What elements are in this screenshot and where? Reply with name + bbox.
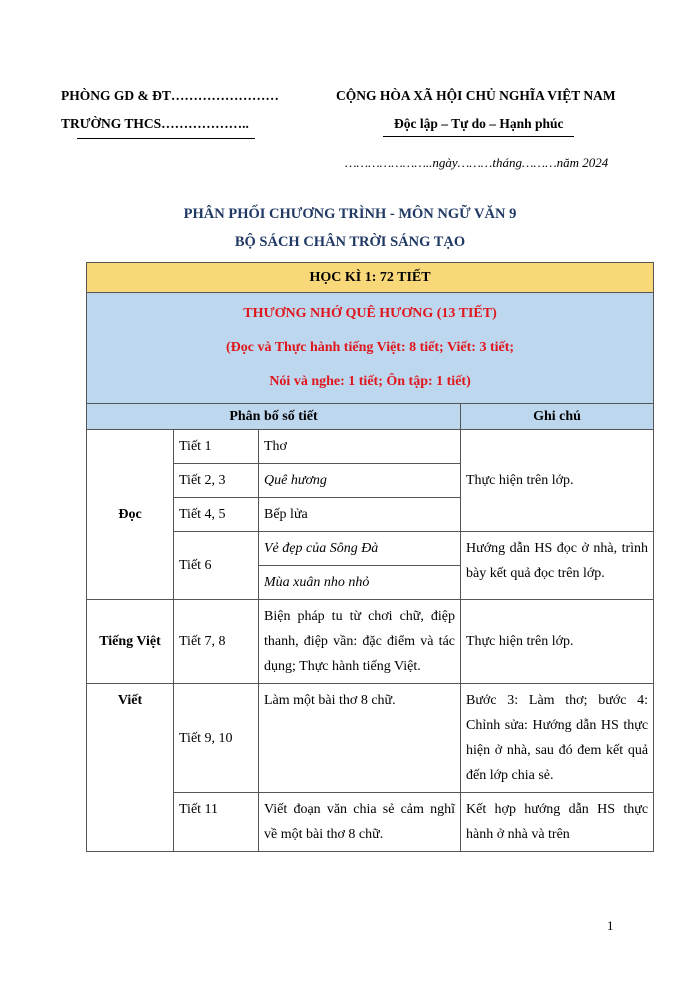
- department-label: PHÒNG GD & ĐT……………………: [61, 88, 279, 103]
- content-cell: Làm một bài thơ 8 chữ.: [259, 684, 461, 793]
- content-cell: Bếp lửa: [259, 498, 461, 532]
- unit-row: [87, 293, 654, 404]
- school-underline: [77, 138, 255, 139]
- semester-title: HỌC KÌ 1: 72 TIẾT: [87, 263, 654, 293]
- lesson-cell: Tiết 9, 10: [174, 684, 259, 793]
- lesson-cell: Tiết 4, 5: [174, 498, 259, 532]
- unit-subtitle-2: Nói và nghe: 1 tiết; Ôn tập: 1 tiết): [269, 374, 471, 389]
- note-cell: Thực hiện trên lớp.: [461, 600, 654, 684]
- lesson-cell: Tiết 2, 3: [174, 464, 259, 498]
- table-row: [87, 430, 654, 464]
- school-label: TRƯỜNG THCS………………..: [61, 116, 249, 131]
- lesson-cell: Tiết 1: [174, 430, 259, 464]
- doc-title: PHÂN PHỐI CHƯƠNG TRÌNH - MÔN NGỮ VĂN 9: [183, 206, 517, 222]
- content-cell: Viết đoạn văn chia sẻ cảm nghĩ về một bài thơ 8 chữ.: [259, 793, 461, 852]
- semester-row: [87, 263, 654, 293]
- content-cell: Thơ: [259, 430, 461, 464]
- column-header-row: [87, 404, 654, 430]
- content-cell: Quê hương: [259, 464, 461, 498]
- table-row: [87, 684, 654, 793]
- date-line: …………………..ngày………tháng………năm 2024: [345, 155, 609, 170]
- group-tieng-viet: Tiếng Việt: [87, 600, 174, 684]
- col-notes-header: Ghi chú: [461, 404, 654, 430]
- content-item: Vẻ đẹp của Sông Đà: [259, 532, 460, 566]
- content-item: Mùa xuân nho nhỏ: [264, 575, 370, 590]
- note-cell: Thực hiện trên lớp.: [461, 430, 654, 532]
- note-cell: Hướng dẫn HS đọc ở nhà, trình bày kết quả đọc trên lớp.: [461, 532, 654, 600]
- motto-underline: [383, 136, 574, 137]
- group-doc: Đọc: [87, 430, 174, 600]
- lesson-cell: Tiết 6: [174, 532, 259, 600]
- group-viet: Viết: [87, 684, 174, 852]
- national-motto: Độc lập – Tự do – Hạnh phúc: [394, 116, 564, 131]
- country-motto: CỘNG HÒA XÃ HỘI CHỦ NGHĨA VIỆT NAM: [336, 88, 616, 103]
- unit-title: THƯƠNG NHỚ QUÊ HƯƠNG (13 TIẾT): [243, 306, 497, 321]
- note-cell: Kết hợp hướng dẫn HS thực hành ở nhà và trên: [461, 793, 654, 852]
- note-cell: Bước 3: Làm thơ; bước 4: Chỉnh sửa: Hướng dẫn HS thực hiện ở nhà, sau đó đem kết quả đến lớp chia sẻ.: [461, 684, 654, 793]
- lesson-cell: Tiết 11: [174, 793, 259, 852]
- content-cell: Biện pháp tu từ chơi chữ, điệp thanh, điệp vần: đặc điểm và tác dụng; Thực hành tiếng Việt.: [259, 600, 461, 684]
- col-distribution-header: Phân bố số tiết: [87, 404, 461, 430]
- doc-subtitle: BỘ SÁCH CHÂN TRỜI SÁNG TẠO: [234, 234, 466, 250]
- table-row: [87, 600, 654, 684]
- unit-subtitle-1: (Đọc và Thực hành tiếng Việt: 8 tiết; Viết: 3 tiết;: [225, 340, 515, 355]
- lesson-cell: Tiết 7, 8: [174, 600, 259, 684]
- content-cell: [259, 532, 461, 600]
- unit-header: [87, 293, 654, 404]
- curriculum-table: [86, 262, 654, 852]
- page-number: 1: [607, 918, 614, 933]
